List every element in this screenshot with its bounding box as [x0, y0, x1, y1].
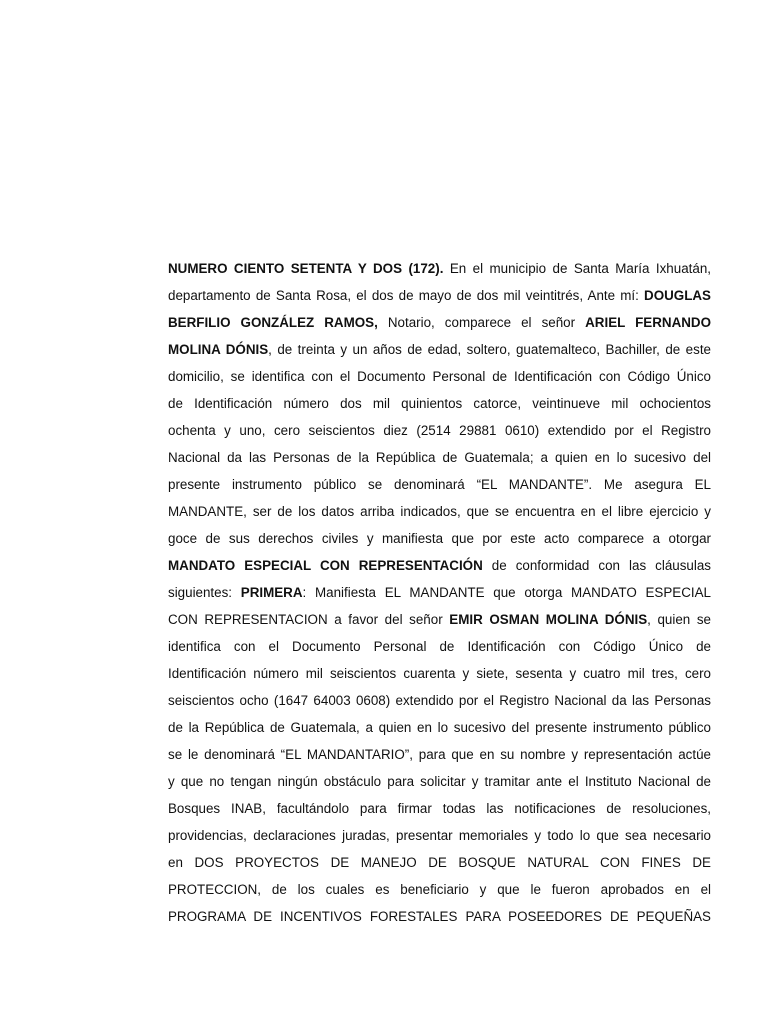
text-segment: Notario, comparece el señor: [377, 315, 586, 330]
document-line: [168, 363, 711, 390]
text-segment: domicilio, se identifica con el Documento Personal de Identificación con Código Único: [168, 369, 711, 384]
text-segment: se le denominará “EL MANDANTARIO”, para que en su nombre y representación actúe: [168, 747, 711, 762]
document-line: [168, 876, 711, 903]
document-line: [168, 552, 711, 579]
bold-text-segment: MANDATO ESPECIAL CON REPRESENTACIÓN: [168, 558, 483, 573]
text-segment: Bosques INAB, facultándolo para firmar todas las notificaciones de resoluciones,: [168, 801, 711, 816]
text-segment: goce de sus derechos civiles y manifiesta que por este acto comparece a otorgar: [168, 531, 711, 546]
document-line: [168, 471, 711, 498]
document-line: [168, 795, 711, 822]
bold-text-segment: EMIR OSMAN MOLINA DÓNIS: [449, 612, 648, 627]
text-segment: MANDANTE, ser de los datos arriba indicados, que se encuentra en el libre ejercicio y: [168, 504, 711, 519]
document-line: [168, 390, 711, 417]
text-segment: , quien se: [647, 612, 711, 627]
text-segment: en DOS PROYECTOS DE MANEJO DE BOSQUE NATURAL CON FINES DE: [168, 855, 711, 870]
document-line: [168, 687, 711, 714]
document-line: [168, 498, 711, 525]
text-segment: Nacional da las Personas de la República de Guatemala; a quien en lo sucesivo del: [168, 450, 711, 465]
text-segment: providencias, declaraciones juradas, presentar memoriales y todo lo que sea necesario: [168, 828, 711, 843]
text-segment: de Identificación número dos mil quinientos catorce, veintinueve mil ochocientos: [168, 396, 711, 411]
bold-text-segment: DOUGLAS: [644, 288, 711, 303]
text-segment: de conformidad con las cláusulas: [482, 558, 711, 573]
notarial-deed-text: [168, 255, 711, 930]
document-line: [168, 822, 711, 849]
text-segment: ochenta y uno, cero seiscientos diez (2514 29881 0610) extendido por el Registro: [168, 423, 711, 438]
text-segment: : Manifiesta EL MANDANTE que otorga MANDATO ESPECIAL: [302, 585, 711, 600]
bold-text-segment: ARIEL FERNANDO: [585, 315, 711, 330]
document-line: [168, 714, 711, 741]
bold-text-segment: NUMERO CIENTO SETENTA Y DOS (172).: [168, 261, 444, 276]
text-segment: , de treinta y un años de edad, soltero, guatemalteco, Bachiller, de este: [268, 342, 711, 357]
document-line: [168, 282, 711, 309]
text-segment: presente instrumento público se denominará “EL MANDANTE”. Me asegura EL: [168, 477, 711, 492]
text-segment: PROGRAMA DE INCENTIVOS FORESTALES PARA POSEEDORES DE PEQUEÑAS: [168, 909, 711, 924]
document-line: [168, 255, 711, 282]
text-segment: Identificación número mil seiscientos cuarenta y siete, sesenta y cuatro mil tres, cero: [168, 666, 711, 681]
document-line: [168, 849, 711, 876]
document-line: [168, 768, 711, 795]
document-line: [168, 525, 711, 552]
document-line: [168, 633, 711, 660]
bold-text-segment: PRIMERA: [240, 585, 303, 600]
bold-text-segment: MOLINA DÓNIS: [168, 342, 269, 357]
text-segment: de la República de Guatemala, a quien en lo sucesivo del presente instrumento público: [168, 720, 711, 735]
document-line: [168, 606, 711, 633]
document-line: [168, 903, 711, 930]
text-segment: CON REPRESENTACION a favor del señor: [168, 612, 450, 627]
document-line: [168, 660, 711, 687]
text-segment: PROTECCION, de los cuales es beneficiario y que le fueron aprobados en el: [168, 882, 711, 897]
text-segment: En el municipio de Santa María Ixhuatán,: [443, 261, 711, 276]
document-line: [168, 579, 711, 606]
text-segment: siguientes:: [168, 585, 241, 600]
document-line: [168, 336, 711, 363]
text-segment: departamento de Santa Rosa, el dos de mayo de dos mil veintitrés, Ante mí:: [168, 288, 645, 303]
document-line: [168, 741, 711, 768]
text-segment: seiscientos ocho (1647 64003 0608) extendido por el Registro Nacional da las Personas: [168, 693, 711, 708]
bold-text-segment: BERFILIO GONZÁLEZ RAMOS,: [168, 315, 378, 330]
document-line: [168, 417, 711, 444]
text-segment: identifica con el Documento Personal de Identificación con Código Único de: [168, 639, 711, 654]
document-line: [168, 444, 711, 471]
text-segment: y que no tengan ningún obstáculo para solicitar y tramitar ante el Instituto Nacional de: [168, 774, 711, 789]
document-line: [168, 309, 711, 336]
